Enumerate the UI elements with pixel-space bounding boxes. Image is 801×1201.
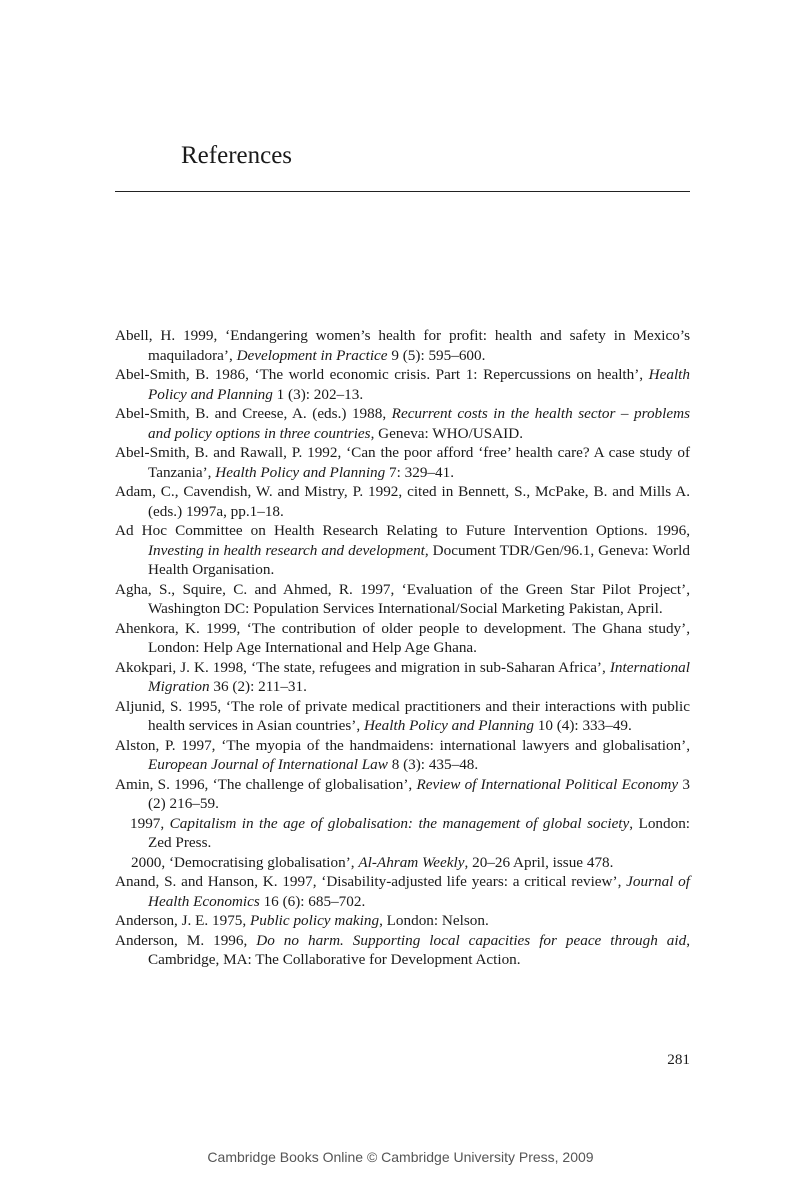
reference-title-italic: Review of International Political Economy xyxy=(416,775,679,793)
reference-text: 7: 329–41. xyxy=(385,463,455,481)
reference-text: Ahenkora, K. 1999, ‘The contribution of older people to development. The Ghana study’, London: Help Age International and Help Age Ghana. xyxy=(115,619,690,656)
reference-text: , Geneva: WHO/USAID. xyxy=(370,424,523,442)
reference-text: 1997, xyxy=(130,814,170,832)
page-number: 281 xyxy=(667,1051,690,1068)
reference-title-italic: International Migration xyxy=(148,658,690,695)
page-heading: References xyxy=(181,142,293,169)
reference-text: Agha, S., Squire, C. and Ahmed, R. 1997, ‘Evaluation of the Green Star Pilot Project’, Washington DC: Population Services International/Social Marketing Pakistan, April. xyxy=(115,580,690,617)
reference-text: Adam, C., Cavendish, W. and Mistry, P. 1992, cited in Bennett, S., McPake, B. and Mills A. (eds.) 1997a, pp.1–18. xyxy=(115,483,690,520)
reference-text: Abel-Smith, B. and Creese, A. (eds.) 1988, xyxy=(115,405,392,422)
reference-title-italic: Development in Practice xyxy=(236,346,388,364)
reference-text: Abel-Smith, B. 1986, ‘The world economic crisis. Part 1: Repercussions on health’, xyxy=(115,366,649,383)
reference-text: , Cambridge, MA: The Collaborative for Development Action. xyxy=(148,931,690,968)
reference-text: Abell, H. 1999, ‘Endangering women’s health for profit: health and safety in Mexico’s maquiladora’, xyxy=(115,327,690,364)
reference-entry xyxy=(115,775,690,814)
reference-entry xyxy=(115,736,690,775)
reference-text: Akokpari, J. K. 1998, ‘The state, refugees and migration in sub-Saharan Africa’, xyxy=(115,658,610,676)
reference-entry xyxy=(115,872,690,911)
reference-title-italic: Public policy making xyxy=(250,912,380,929)
reference-text: 9 (5): 595–600. xyxy=(387,346,486,364)
reference-text: 10 (4): 333–49. xyxy=(533,717,632,734)
reference-title-italic: Health Policy and Planning xyxy=(363,717,534,734)
heading-rule xyxy=(115,191,690,192)
reference-title-italic: Health Policy and Planning xyxy=(148,366,690,403)
reference-text: 3 (2) 216–59. xyxy=(148,775,691,812)
reference-entry xyxy=(115,853,690,873)
reference-text: Ad Hoc Committee on Health Research Relating to Future Intervention Options. 1996, xyxy=(115,522,690,539)
reference-title-italic: Do no harm. Supporting local capacities for peace through aid xyxy=(256,931,687,949)
reference-entry xyxy=(115,814,690,853)
reference-title-italic: Capitalism in the age of globalisation: the management of global society xyxy=(169,814,630,832)
reference-title-italic: Al-Ahram Weekly xyxy=(358,853,465,871)
reference-text: 1 (3): 202–13. xyxy=(272,385,364,403)
reference-text: , London: Nelson. xyxy=(379,912,489,929)
reference-entry xyxy=(115,658,690,697)
reference-text: Abel-Smith, B. and Rawall, P. 1992, ‘Can the poor afford ‘free’ health care? A case study of Tanzania’, xyxy=(115,444,690,481)
reference-entry xyxy=(115,482,690,521)
reference-title-italic: Investing in health research and development xyxy=(148,541,425,559)
reference-entry xyxy=(115,619,690,658)
reference-entry xyxy=(115,521,690,580)
reference-text: 2000, ‘Democratising globalisation’, xyxy=(131,853,359,871)
reference-text: Alston, P. 1997, ‘The myopia of the handmaidens: international lawyers and globalisation’, xyxy=(115,736,690,754)
reference-text: 16 (6): 685–702. xyxy=(259,892,366,910)
reference-text: Amin, S. 1996, ‘The challenge of globalisation’, xyxy=(115,775,417,793)
reference-text: 36 (2): 211–31. xyxy=(209,678,307,695)
reference-entry xyxy=(115,326,690,365)
reference-text: Aljunid, S. 1995, ‘The role of private medical practitioners and their interactions with public health services in Asian countries’, xyxy=(115,697,690,734)
reference-list xyxy=(115,326,690,970)
reference-title-italic: Journal of Health Economics xyxy=(148,873,690,910)
reference-entry xyxy=(115,365,690,404)
reference-entry xyxy=(115,911,690,931)
reference-entry xyxy=(115,580,690,619)
reference-text: Anderson, J. E. 1975, xyxy=(115,912,250,929)
reference-title-italic: European Journal of International Law xyxy=(148,756,388,773)
reference-entry xyxy=(115,404,690,443)
reference-entry xyxy=(115,443,690,482)
reference-text: , Document TDR/Gen/96.1, Geneva: World Health Organisation. xyxy=(148,541,690,578)
reference-entry xyxy=(115,697,690,736)
copyright-footer: Cambridge Books Online © Cambridge University Press, 2009 xyxy=(207,1149,594,1165)
reference-text: Anderson, M. 1996, xyxy=(115,931,257,949)
reference-text: , 20–26 April, issue 478. xyxy=(464,853,614,871)
reference-text: , London: Zed Press. xyxy=(148,814,691,851)
reference-text: 8 (3): 435–48. xyxy=(387,756,479,773)
reference-title-italic: Health Policy and Planning xyxy=(215,463,386,481)
reference-title-italic: Recurrent costs in the health sector – problems and policy options in three countries xyxy=(148,405,690,442)
reference-entry xyxy=(115,931,690,970)
reference-text: Anand, S. and Hanson, K. 1997, ‘Disability-adjusted life years: a critical review’, xyxy=(115,873,627,890)
